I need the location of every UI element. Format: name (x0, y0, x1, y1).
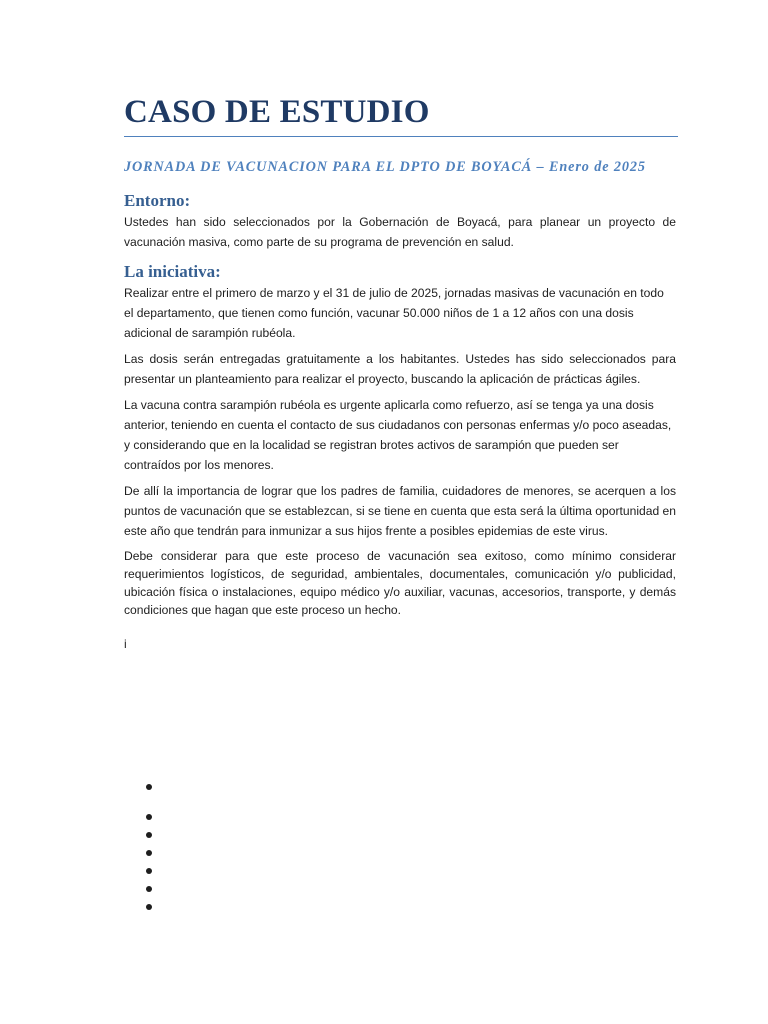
heading-entorno: Entorno: (124, 191, 191, 210)
document-title: CASO DE ESTUDIO (124, 94, 430, 130)
bullet-icon (146, 784, 152, 790)
list-item (146, 778, 152, 796)
list-item (146, 826, 152, 844)
bullet-icon (146, 868, 152, 874)
heading-iniciativa: La iniciativa: (124, 262, 221, 281)
list-item (146, 862, 152, 880)
title-underline (124, 136, 678, 137)
empty-bullet-list (146, 778, 152, 916)
list-item (146, 844, 152, 862)
document-subtitle: JORNADA DE VACUNACION PARA EL DPTO DE BOYACÁ – Enero de 2025 (124, 159, 646, 175)
stray-character: i (124, 637, 127, 651)
list-item (146, 808, 152, 826)
list-item (146, 880, 152, 898)
bullet-icon (146, 814, 152, 820)
paragraph-iniciativa-2: Las dosis serán entregadas gratuitamente a los habitantes. Ustedes has sido seleccionados para presentar un planteamiento para realizar el proyecto, buscando la aplicación de prácticas ágiles. (124, 352, 676, 386)
paragraph-entorno: Ustedes han sido seleccionados por la Gobernación de Boyacá, para planear un proyecto de vacunación masiva, como parte de su programa de prevención en salud. (124, 215, 676, 249)
bullet-icon (146, 886, 152, 892)
list-item (146, 898, 152, 916)
bullet-icon (146, 850, 152, 856)
paragraph-iniciativa-3: La vacuna contra sarampión rubéola es urgente aplicarla como refuerzo, así se tenga ya una dosis anterior, teniendo en cuenta el contacto de sus ciudadanos con personas enfermas y/o poco aseadas, y considerando que en la localidad se registran brotes activos de sarampión que pueden ser contraídos por los menores. (124, 398, 672, 472)
paragraph-considerations: Debe considerar para que este proceso de vacunación sea exitoso, como mínimo considerar requerimientos logísticos, de seguridad, ambientales, documentales, comunicación y/o publicidad, ubicación física o instalaciones, equipo médico y/o auxiliar, vacunas, accesorios, transporte, y demás condiciones que hagan que este proceso un hecho. (124, 549, 676, 617)
paragraph-iniciativa-4: De allí la importancia de lograr que los padres de familia, cuidadores de menores, se acerquen a los puntos de vacunación que se establezcan, si se tiene en cuenta que esta será la última oportunidad en este año que tendrán para inmunizar a sus hijos frente a posibles epidemias de este virus. (124, 484, 676, 538)
bullet-icon (146, 904, 152, 910)
bullet-icon (146, 832, 152, 838)
paragraph-iniciativa-1: Realizar entre el primero de marzo y el 31 de julio de 2025, jornadas masivas de vacunación en todo el departamento, que tienen como función, vacunar 50.000 niños de 1 a 12 años con una dosis adicional de sarampión rubéola. (124, 286, 664, 340)
